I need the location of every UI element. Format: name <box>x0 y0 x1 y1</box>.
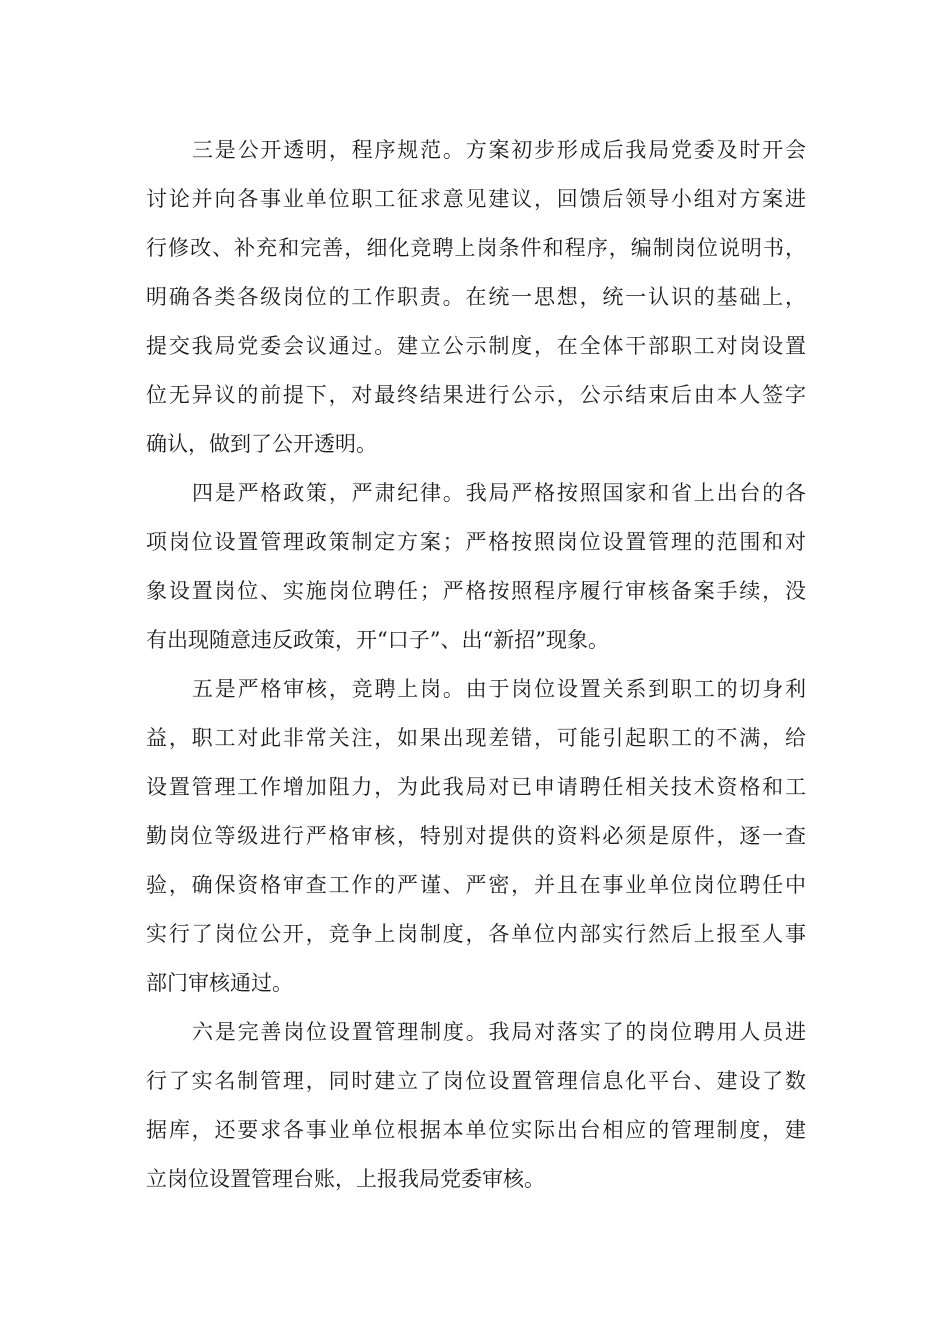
paragraph-line: 益，职工对此非常关注，如果出现差错，可能引起职工的不满，给 <box>146 726 806 750</box>
paragraph-strict-policy <box>146 469 806 665</box>
paragraph-improve-system <box>146 1008 806 1204</box>
paragraph-line: 行了实名制管理，同时建立了岗位设置管理信息化平台、建设了数 <box>146 1069 806 1093</box>
paragraph-line: 提交我局党委会议通过。建立公示制度，在全体干部职工对岗设置 <box>146 334 806 358</box>
paragraph-line: 位无异议的前提下，对最终结果进行公示，公示结束后由本人签字 <box>146 383 806 407</box>
paragraph-line: 项岗位设置管理政策制定方案；严格按照岗位设置管理的范围和对 <box>146 530 806 554</box>
paragraph-line: 部门审核通过。 <box>146 971 293 995</box>
paragraph-line: 明确各类各级岗位的工作职责。在统一思想，统一认识的基础上， <box>146 285 806 309</box>
paragraph-line: 行修改、补充和完善，细化竞聘上岗条件和程序，编制岗位说明书， <box>146 236 806 260</box>
paragraph-line: 三是公开透明，程序规范。方案初步形成后我局党委及时开会 <box>192 138 806 162</box>
paragraph-open-transparent <box>146 126 806 469</box>
paragraph-strict-review <box>146 665 806 1008</box>
paragraph-line: 设置管理工作增加阻力，为此我局对已申请聘任相关技术资格和工 <box>146 775 806 799</box>
paragraph-line: 勤岗位等级进行严格审核，特别对提供的资料必须是原件，逐一查 <box>146 824 806 848</box>
paragraph-line: 六是完善岗位设置管理制度。我局对落实了的岗位聘用人员进 <box>192 1020 806 1044</box>
paragraph-line: 验，确保资格审查工作的严谨、严密，并且在事业单位岗位聘任中 <box>146 873 806 897</box>
document-page <box>146 126 806 1204</box>
paragraph-line: 五是严格审核，竞聘上岗。由于岗位设置关系到职工的切身利 <box>192 677 806 701</box>
paragraph-line: 确认，做到了公开透明。 <box>146 432 377 456</box>
paragraph-line: 四是严格政策，严肃纪律。我局严格按照国家和省上出台的各 <box>192 481 806 505</box>
paragraph-line: 有出现随意违反政策，开“口子”、出“新招”现象。 <box>146 628 609 652</box>
paragraph-line: 据库，还要求各事业单位根据本单位实际出台相应的管理制度，建 <box>146 1118 806 1142</box>
paragraph-line: 讨论并向各事业单位职工征求意见建议，回馈后领导小组对方案进 <box>146 187 806 211</box>
paragraph-line: 实行了岗位公开，竞争上岗制度，各单位内部实行然后上报至人事 <box>146 922 806 946</box>
paragraph-line: 立岗位设置管理台账，上报我局党委审核。 <box>146 1167 545 1191</box>
paragraph-line: 象设置岗位、实施岗位聘任；严格按照程序履行审核备案手续，没 <box>146 579 806 603</box>
